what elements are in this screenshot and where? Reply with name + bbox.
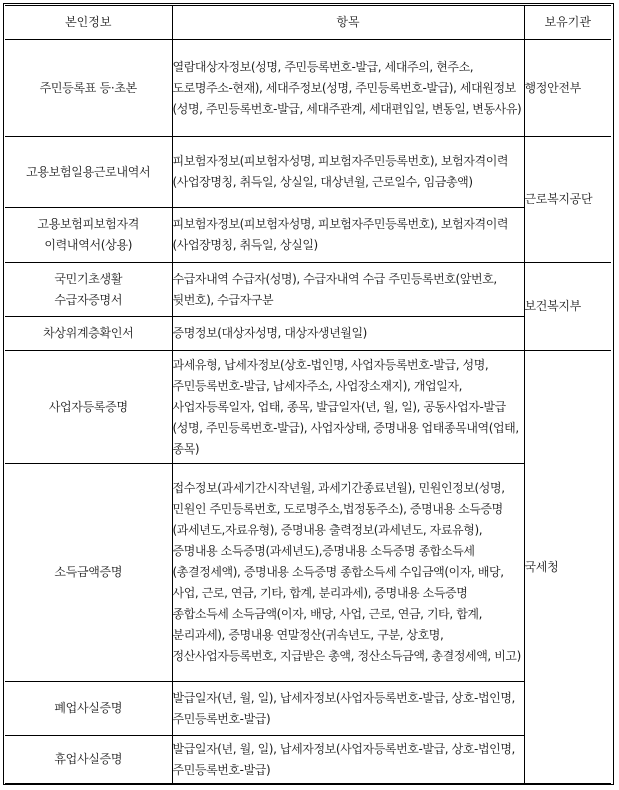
table-row bbox=[5, 351, 611, 464]
row-name-line: 소득금액증명 bbox=[54, 565, 123, 579]
row-name bbox=[5, 464, 172, 682]
header-personal-info: 본인정보 bbox=[5, 6, 172, 40]
table-row bbox=[5, 263, 611, 317]
agency-cell: 보건복지부 bbox=[524, 263, 611, 351]
row-name bbox=[5, 208, 172, 263]
row-name-line: 국민기초생활 bbox=[54, 271, 123, 286]
row-items: 수급자내역 수급자(성명), 수급자내역 수급 주민등록번호(앞번호, 뒷번호), 수급자구분 bbox=[172, 263, 524, 317]
row-items: 접수정보(과세기간시작년월, 과세기간종료년월), 민원인정보(성명, 민원인 주민등록번호, 도로명주소,법정동주소), 증명내용 소득증명(과세년도,자료유형), 증명내용 출력정보(과세년도, 자료유형),증명내용 소득증명(과세년도),증명내용 소득증명 종합소득세(총결정세액), 증명내용 소득증명 종합소득세 수입금액(이자, 배당, 사업, 근로, 연금, 기타, 합계, 분리과세), 증명내용 소득증명 종합소득세 소득금액(이자, 배당, 사업, 근로, 연금, 기타, 합계, 분리과세), 증명내용 연말정산(귀속년도, 구분, 상호명, 정산사업자등록번호, 지급받은 총액, 정산소득금액, 총결정세액, 비고) bbox=[172, 464, 524, 682]
table-row bbox=[5, 40, 611, 137]
row-name-line: 사업자등록증명 bbox=[48, 399, 128, 414]
header-items: 항목 bbox=[172, 6, 524, 40]
row-items: 증명정보(대상자성명, 대상자생년월일) bbox=[172, 317, 524, 351]
row-name-line: 휴업사실증명 bbox=[54, 752, 123, 766]
table-row bbox=[5, 137, 611, 208]
row-name bbox=[5, 263, 172, 317]
header-row bbox=[5, 6, 611, 40]
row-name-line: 폐업사실증명 bbox=[54, 701, 123, 715]
row-items: 과세유형, 납세자정보(상호-법인명, 사업자등록번호-발급, 성명, 주민등록번호-발급, 납세자주소, 사업장소재지), 개업일자, 사업자등록일자, 업태, 종목, 발급일자(년, 월, 일), 공동사업자-발급(성명, 주민등록번호-발급), 사업자상태, 증명내용 업태종목내역(업태, 종목) bbox=[172, 351, 524, 464]
table-row bbox=[5, 317, 611, 351]
row-name bbox=[5, 40, 172, 137]
row-name bbox=[5, 351, 172, 464]
row-name-line: 고용보험피보험자격 bbox=[37, 217, 140, 231]
agency-cell: 국세청 bbox=[524, 351, 611, 784]
header-agency: 보유기관 bbox=[524, 6, 611, 40]
row-name bbox=[5, 137, 172, 208]
row-name bbox=[5, 682, 172, 736]
row-name-line: 주민등록표 등·초본 bbox=[39, 80, 137, 95]
row-name-line: 이력내역서(상용) bbox=[44, 238, 133, 252]
row-items: 발급일자(년, 월, 일), 납세자정보(사업자등록번호-발급, 상호-법인명, 주민등록번호-발급) bbox=[172, 736, 524, 784]
table-row bbox=[5, 682, 611, 736]
row-items: 열람대상자정보(성명, 주민등록번호-발급, 세대주의, 현주소, 도로명주소-현재), 세대주정보(성명, 주민등록번호-발급), 세대원정보(성명, 주민등록번호-발급, 세대주관계, 세대편입일, 변동일, 변동사유) bbox=[172, 40, 524, 137]
row-name bbox=[5, 317, 172, 351]
row-name bbox=[5, 736, 172, 784]
row-items: 발급일자(년, 월, 일), 납세자정보(사업자등록번호-발급, 상호-법인명, 주민등록번호-발급) bbox=[172, 682, 524, 736]
agency-cell: 근로복지공단 bbox=[524, 137, 611, 263]
row-name-line: 고용보험일용근로내역서 bbox=[26, 164, 151, 179]
agency-cell: 행정안전부 bbox=[524, 40, 611, 137]
row-items: 피보험자정보(피보험자성명, 피보험자주민등록번호), 보험자격이력(사업장명칭, 취득일, 상실일, 대상년월, 근로일수, 임금총액) bbox=[172, 137, 524, 208]
row-name-line: 수급자증명서 bbox=[54, 292, 123, 307]
table-row bbox=[5, 464, 611, 682]
row-items: 피보험자정보(피보험자성명, 피보험자주민등록번호), 보험자격이력(사업장명칭, 취득일, 상실일) bbox=[172, 208, 524, 263]
row-name-line: 차상위계층확인서 bbox=[43, 326, 134, 340]
table-row bbox=[5, 736, 611, 784]
personal-info-table bbox=[5, 5, 611, 784]
table-row bbox=[5, 208, 611, 263]
